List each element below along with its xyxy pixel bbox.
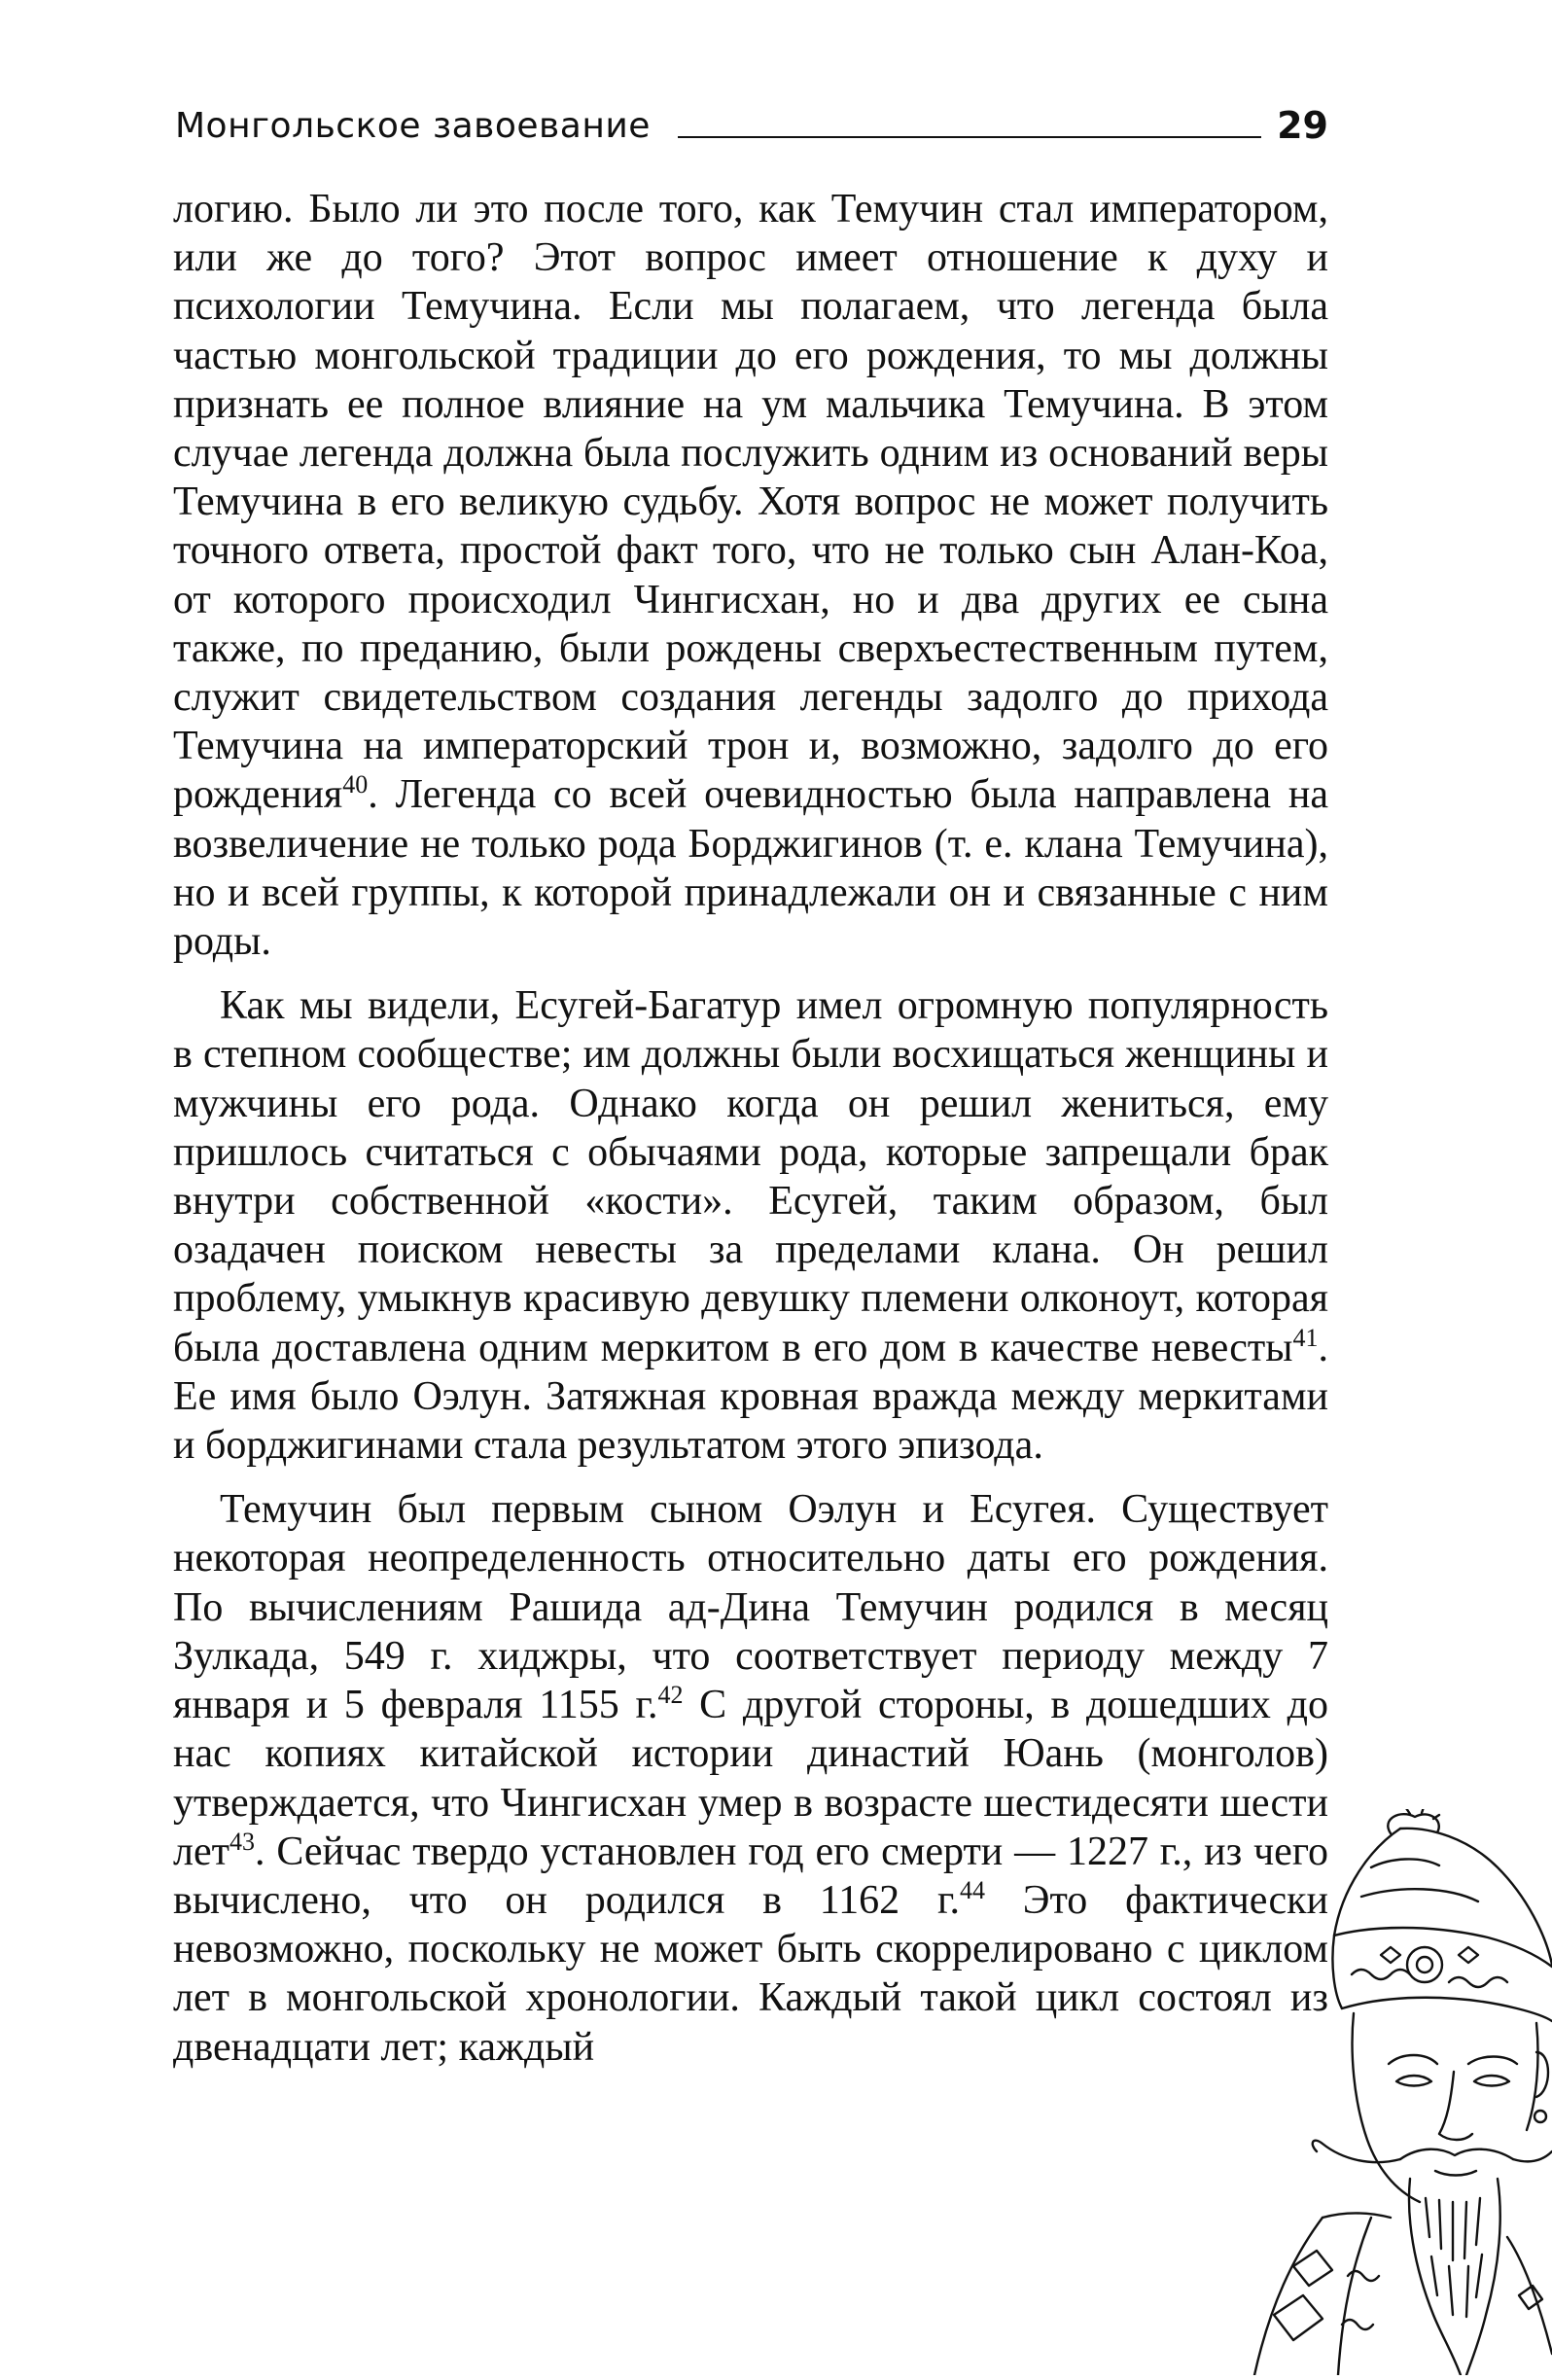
page-header (175, 89, 1328, 147)
text-run: Это фактически невозможно, поскольку не может быть скоррелировано с циклом лет в монгольской хронологии. Каждый такой цикл состоял из двенадцати лет; каждый (173, 1877, 1328, 2070)
footnote-ref: 41 (1292, 1323, 1319, 1352)
paragraph-1 (173, 185, 1328, 966)
footnote-ref: 44 (959, 1875, 985, 1904)
portrait-drawing (1079, 1809, 1552, 2375)
text-run: С другой стороны, в дошедших до нас копиях китайской истории династий Юань (монголов) утверждается, что Чингисхан умер в возрасте шестидесяти шести лет (173, 1683, 1328, 1874)
text-run: . Ее имя было Оэлун. Затяжная кровная вражда между меркитами и борджигинами стала результатом этого эпизода. (173, 1325, 1328, 1469)
running-title: Монгольское завоевание (175, 106, 651, 146)
footnote-ref: 42 (657, 1681, 684, 1710)
text-run: Как мы видели, Есугей-Багатур имел огромную популярность в степном сообществе; им должны были восхищаться женщины и мужчины его рода. Однако когда он решил жениться, ему пришлось считаться с обычаями рода, которые запрещали брак внутри собственной «кости». Есугей, таким образом, был озадачен поиском невесты за пределами клана. Он решил проблему, умыкнув красивую девушку племени олконоут, которая была доставлена одним меркитом в его дом в качестве невесты (173, 983, 1328, 1370)
portrait-illustration (1079, 1809, 1552, 2375)
paragraph-2 (173, 981, 1328, 1470)
text-run: . Сейчас твердо установлен год его смерти — 1227 г., из чего вычислено, что он родился в 1162 г. (173, 1829, 1328, 1923)
text-run: Темучин был первым сыном Оэлун и Есугея. Существует некоторая неопределенность относительно даты его рождения. По вычислениям Рашида ад-Дина Темучин родился в месяц Зулкада, 549 г. хиджры, что соответствует периоду между 7 января и 5 февраля 1155 г. (173, 1487, 1328, 1728)
text-run: . Легенда со всей очевидностью была направлена на возвеличение не только рода Борджигинов (т. е. клана Темучина), но и всей группы, к которой принадлежали он и связанные с ним роды. (173, 772, 1328, 965)
body-text (173, 185, 1328, 2087)
text-run: логию. Было ли это после того, как Темучин стал императором, или же до того? Этот вопрос имеет отношение к духу и психологии Темучина. Если мы полагаем, что легенда была частью монгольской традиции до его рождения, то мы должны признать ее полное влияние на ум мальчика Темучина. В этом случае легенда должна была послужить одним из оснований веры Темучина в его великую судьбу. Хотя вопрос не может получить точного ответа, простой факт того, что не только сын Алан-Коа, от которого происходил Чингисхан, но и два других ее сына также, по преданию, были рождены сверхъестественным путем, служит свидетельством создания легенды задолго до прихода Темучина на императорский трон и, возможно, задолго до его рождения (173, 187, 1328, 818)
footnote-ref: 40 (342, 770, 369, 799)
footnote-ref: 43 (229, 1827, 255, 1856)
header-rule (678, 136, 1261, 138)
page-number: 29 (1277, 104, 1328, 147)
